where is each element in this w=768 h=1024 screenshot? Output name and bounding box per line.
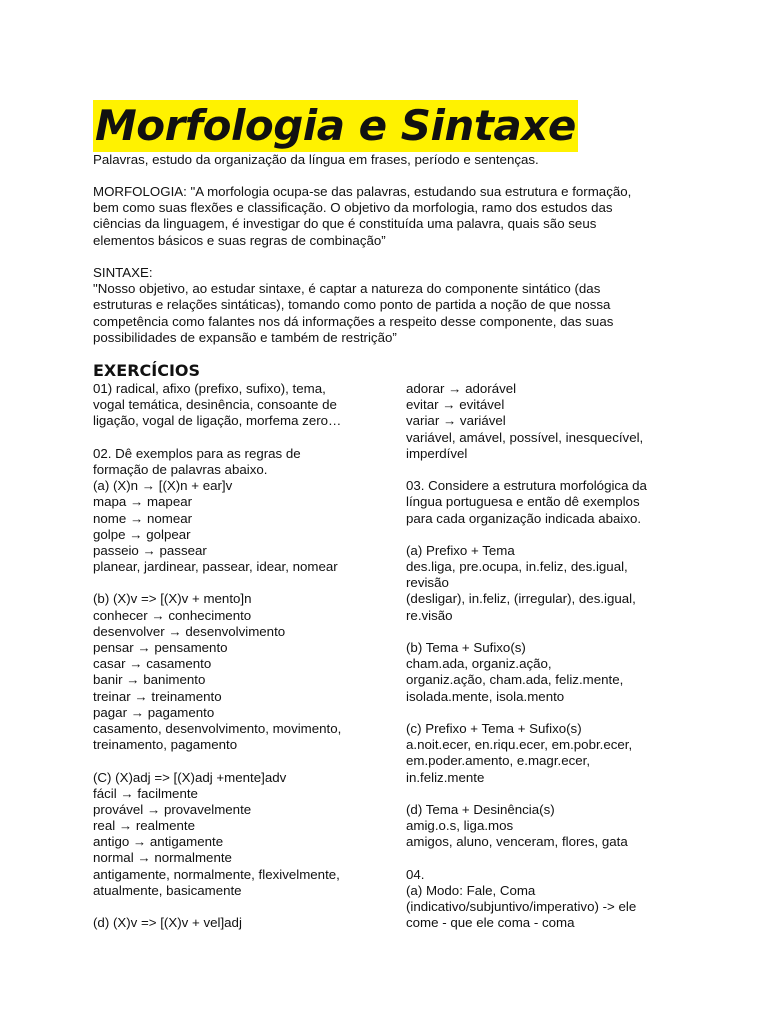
- blank-line: [93, 430, 383, 446]
- exercise-line: a.noit.ecer, en.riqu.ecer, em.pobr.ecer,: [406, 737, 633, 753]
- blank-line: [93, 899, 383, 915]
- exercise-line: pensar → pensamento: [93, 640, 228, 655]
- morfologia-paragraph: [93, 184, 673, 249]
- exercise-line: provável → provavelmente: [93, 801, 252, 817]
- exercise-line: (d) (X)v => [(X)v + vel]adj: [93, 915, 242, 931]
- sintaxe-line: "Nosso objetivo, ao estudar sintaxe, é captar a natureza do componente sintático (das: [93, 281, 601, 297]
- exercise-line: 04.: [406, 866, 425, 882]
- exercise-line: (b) Tema + Sufixo(s): [406, 640, 526, 655]
- exercise-line: casar → casamento: [93, 656, 212, 672]
- sintaxe-line: estruturas e relações sintáticas), tomando como ponto de partida a noção de que nossa: [93, 297, 611, 313]
- morfologia-line: ciências da linguagem, é investigar do que é constituída uma palavra, quais são seus: [93, 216, 597, 232]
- morfologia-line: MORFOLOGIA: "A morfologia ocupa-se das palavras, estudando sua estrutura e formação,: [93, 184, 632, 199]
- exercise-line: em.poder.amento, e.magr.ecer,: [406, 753, 591, 769]
- exercise-line: treinar → treinamento: [93, 688, 222, 704]
- blank-line: [93, 575, 383, 591]
- blank-line: [406, 705, 696, 721]
- exercise-line: variar → variável: [406, 413, 506, 429]
- exercises-right-column: [406, 381, 696, 931]
- exercise-line: revisão: [406, 575, 449, 591]
- exercise-line: come - que ele coma - coma: [406, 915, 575, 931]
- exercise-line: (a) Modo: Fale, Coma: [406, 882, 536, 898]
- exercise-line: cham.ada, organiz.ação,: [406, 656, 552, 672]
- exercise-line: desenvolver → desenvolvimento: [93, 623, 286, 639]
- exercise-line: (d) Tema + Desinência(s): [406, 801, 555, 817]
- exercise-line: ligação, vogal de ligação, morfema zero…: [93, 413, 342, 429]
- exercise-line: in.feliz.mente: [406, 769, 485, 785]
- sintaxe-paragraph: [93, 265, 673, 346]
- exercise-line: (C) (X)adj => [(X)adj +mente]adv: [93, 769, 287, 785]
- exercise-line: nome → nomear: [93, 510, 193, 526]
- morfologia-line: bem como suas flexões e classificação. O objetivo da morfologia, ramo dos estudos das: [93, 200, 613, 216]
- exercise-line: imperdível: [406, 445, 468, 461]
- blank-line: [406, 850, 696, 866]
- exercise-line: antigamente, normalmente, flexivelmente,: [93, 866, 340, 882]
- exercise-line: treinamento, pagamento: [93, 737, 238, 753]
- exercise-line: (b) (X)v => [(X)v + mento]n: [93, 591, 252, 607]
- sintaxe-line: possibilidades de expansão e também de restrição”: [93, 329, 397, 345]
- sintaxe-line: competência como falantes nos dá informações a respeito desse componente, das suas: [93, 313, 614, 329]
- sintaxe-line: SINTAXE:: [93, 265, 153, 280]
- exercise-line: amigos, aluno, venceram, flores, gata: [406, 834, 628, 850]
- exercise-line: mapa → mapear: [93, 494, 193, 510]
- blank-line: [406, 527, 696, 543]
- blank-line: [406, 624, 696, 640]
- exercise-line: adorar → adorável: [406, 381, 517, 396]
- exercise-line: (desligar), in.feliz, (irregular), des.igual,: [406, 591, 636, 607]
- exercise-line: (indicativo/subjuntivo/imperativo) -> ele: [406, 899, 637, 914]
- exercise-line: re.visão: [406, 607, 453, 623]
- exercise-line: 01) radical, afixo (prefixo, sufixo), tema,: [93, 381, 326, 396]
- morfologia-line: elementos básicos e suas regras de combinação”: [93, 232, 386, 248]
- document-title: Morfologia e Sintaxe: [95, 101, 576, 150]
- exercise-line: conhecer → conhecimento: [93, 607, 252, 623]
- exercise-line: passeio → passear: [93, 542, 207, 558]
- exercises-left-column: [93, 381, 383, 931]
- exercise-line: casamento, desenvolvimento, movimento,: [93, 720, 342, 736]
- exercise-line: formação de palavras abaixo.: [93, 461, 268, 477]
- exercise-line: amig.o.s, liga.mos: [406, 818, 514, 834]
- exercise-line: real → realmente: [93, 818, 195, 834]
- exercicios-heading: EXERCÍCIOS: [93, 361, 201, 380]
- exercise-line: para cada organização indicada abaixo.: [406, 510, 642, 526]
- exercise-line: 03. Considere a estrutura morfológica da: [406, 478, 647, 494]
- exercise-line: (a) (X)n → [(X)n + ear]v: [93, 478, 233, 494]
- exercise-line: organiz.ação, cham.ada, feliz.mente,: [406, 672, 624, 688]
- exercise-line: 02. Dê exemplos para as regras de: [93, 445, 301, 461]
- exercise-line: des.liga, pre.ocupa, in.feliz, des.igual,: [406, 559, 628, 575]
- intro-paragraph: [93, 152, 673, 168]
- exercise-line: língua portuguesa e então dê exemplos: [406, 494, 640, 510]
- exercise-line: vogal temática, desinência, consoante de: [93, 397, 337, 413]
- intro-text: Palavras, estudo da organização da língua em frases, período e sentenças.: [93, 152, 539, 167]
- exercise-line: isolada.mente, isola.mento: [406, 688, 565, 704]
- blank-line: [406, 462, 696, 478]
- exercise-line: evitar → evitável: [406, 397, 505, 413]
- exercise-line: pagar → pagamento: [93, 704, 215, 720]
- exercise-line: normal → normalmente: [93, 850, 232, 866]
- exercise-line: planear, jardinear, passear, idear, nomear: [93, 559, 338, 575]
- exercise-line: golpe → golpear: [93, 526, 191, 542]
- blank-line: [93, 753, 383, 769]
- exercise-line: fácil → facilmente: [93, 785, 198, 801]
- exercise-line: banir → banimento: [93, 672, 206, 688]
- blank-line: [406, 786, 696, 802]
- exercise-line: atualmente, basicamente: [93, 882, 242, 898]
- exercise-line: (a) Prefixo + Tema: [406, 542, 515, 558]
- exercise-line: variável, amável, possível, inesquecível,: [406, 429, 644, 445]
- exercise-line: (c) Prefixo + Tema + Sufixo(s): [406, 720, 582, 736]
- exercise-line: antigo → antigamente: [93, 834, 224, 850]
